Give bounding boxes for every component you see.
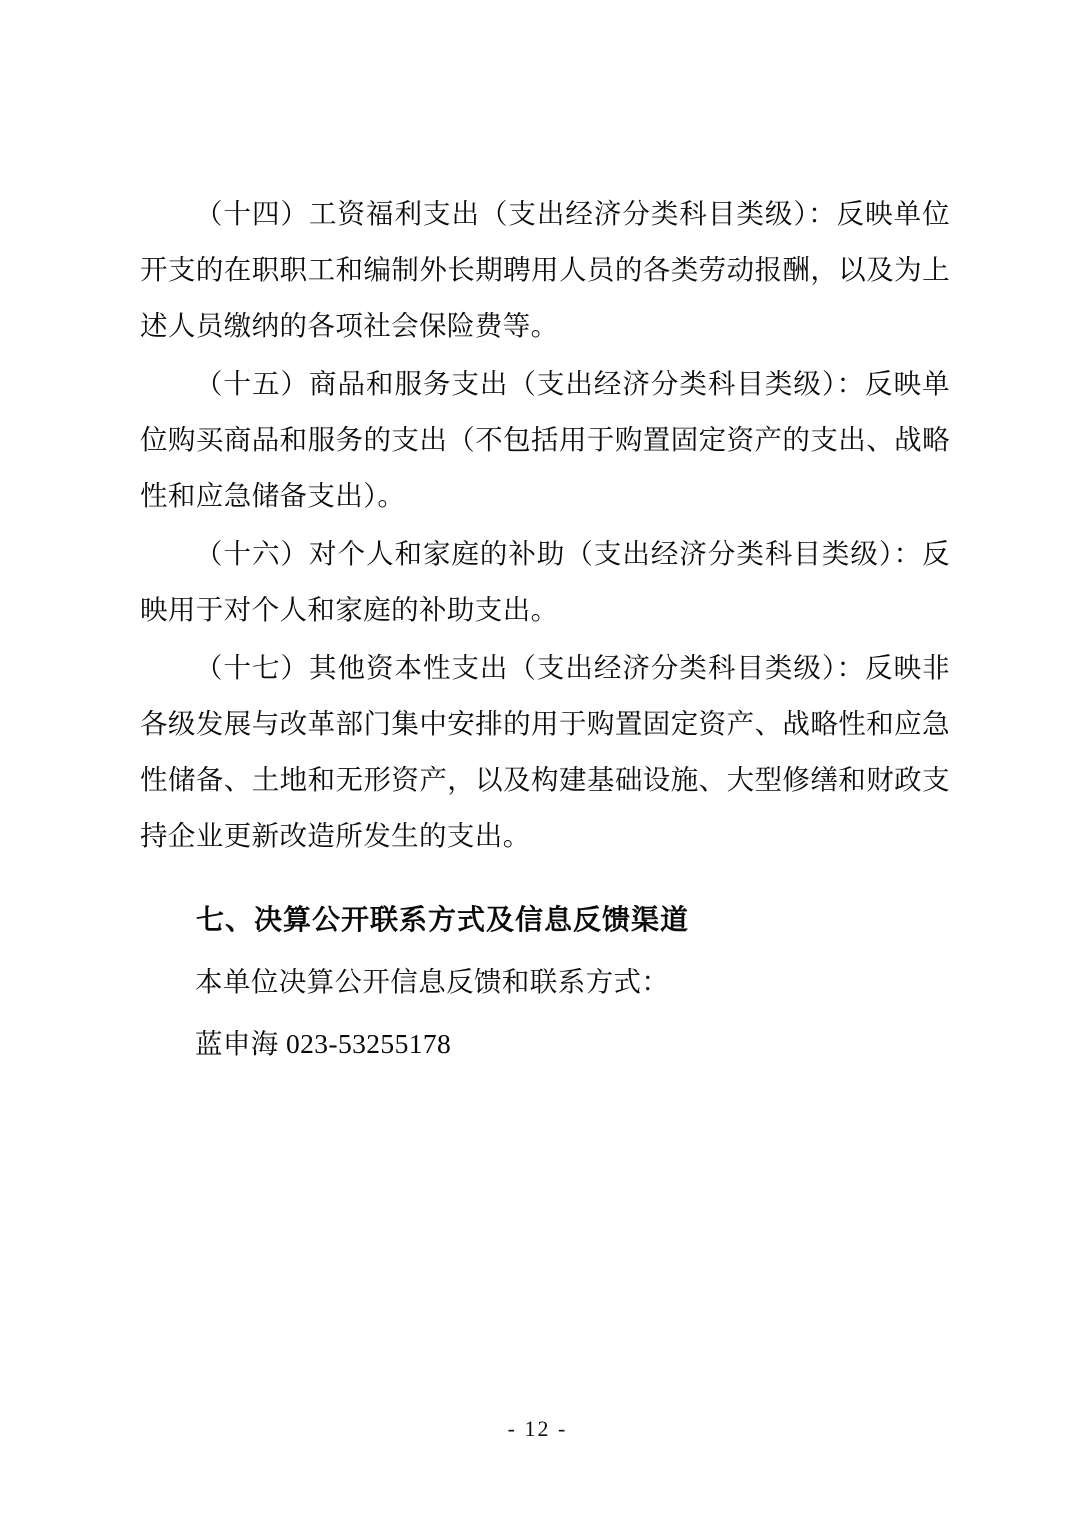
- paragraph-15: （十五）商品和服务支出（支出经济分类科目类级）：反映单位购买商品和服务的支出（不包括用于购置固定资产的支出、战略性和应急储备支出）。: [140, 368, 950, 511]
- paragraph-16: （十六）对个人和家庭的补助（支出经济分类科目类级）：反映用于对个人和家庭的补助支出。: [140, 538, 950, 625]
- section-heading-seven: 七、决算公开联系方式及信息反馈渠道: [196, 904, 690, 935]
- section-intro-text: 本单位决算公开信息反馈和联系方式：: [195, 966, 670, 997]
- page-number: - 12 -: [507, 1416, 568, 1441]
- document-body: [140, 186, 950, 1072]
- paragraph-14: （十四）工资福利支出（支出经济分类科目类级）：反映单位开支的在职职工和编制外长期聘用人员的各类劳动报酬，以及为上述人员缴纳的各项社会保险费等。: [140, 198, 950, 341]
- contact-info: 蓝申海 023-53255178: [195, 1028, 452, 1059]
- paragraph-17: （十七）其他资本性支出（支出经济分类科目类级）：反映非各级发展与改革部门集中安排的用于购置固定资产、战略性和应急性储备、土地和无形资产，以及构建基础设施、大型修缮和财政支持企业更新改造所发生的支出。: [140, 652, 950, 851]
